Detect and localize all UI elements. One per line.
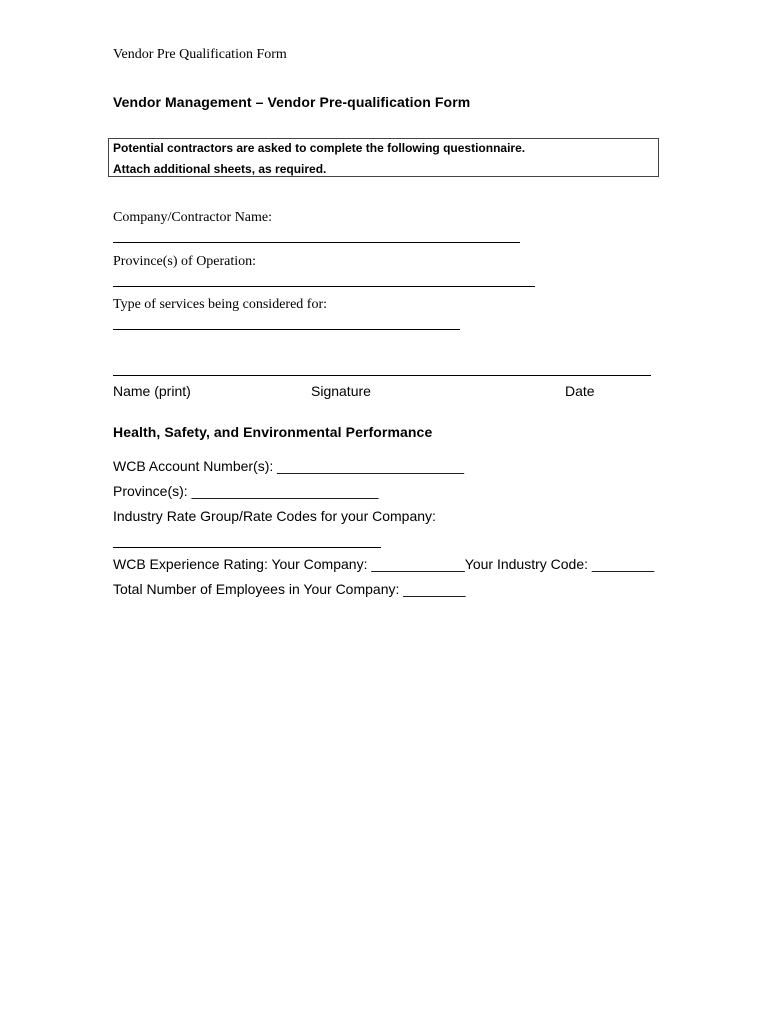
notice-line-2: Attach additional sheets, as required. xyxy=(113,162,327,176)
rate-group-line[interactable] xyxy=(113,547,381,548)
hse-heading: Health, Safety, and Environmental Performance xyxy=(113,424,433,440)
date-label: Date xyxy=(565,383,595,399)
employees-field[interactable]: Total Number of Employees in Your Company: ________ xyxy=(113,581,466,597)
provinces-operation-label: Province(s) of Operation: xyxy=(113,254,257,269)
form-title: Vendor Management – Vendor Pre-qualification Form xyxy=(113,94,471,110)
experience-rating-field[interactable]: WCB Experience Rating: Your Company: ____________Your Industry Code: ________ xyxy=(113,556,655,572)
company-name-line[interactable] xyxy=(113,242,520,243)
signature-line[interactable] xyxy=(113,375,651,376)
rate-group-label: Industry Rate Group/Rate Codes for your Company: xyxy=(113,508,436,524)
services-line[interactable] xyxy=(113,329,460,330)
notice-box xyxy=(108,138,659,177)
notice-line-1: Potential contractors are asked to complete the following questionnaire. xyxy=(113,141,526,155)
name-print-label: Name (print) xyxy=(113,383,191,399)
document-header: Vendor Pre Qualification Form xyxy=(113,47,287,62)
company-name-label: Company/Contractor Name: xyxy=(113,210,273,225)
services-label: Type of services being considered for: xyxy=(113,297,327,312)
provinces-field[interactable]: Province(s): ________________________ xyxy=(113,483,379,499)
wcb-account-field[interactable]: WCB Account Number(s): ________________________ xyxy=(113,458,465,474)
signature-label: Signature xyxy=(311,383,371,399)
provinces-operation-line[interactable] xyxy=(113,286,535,287)
